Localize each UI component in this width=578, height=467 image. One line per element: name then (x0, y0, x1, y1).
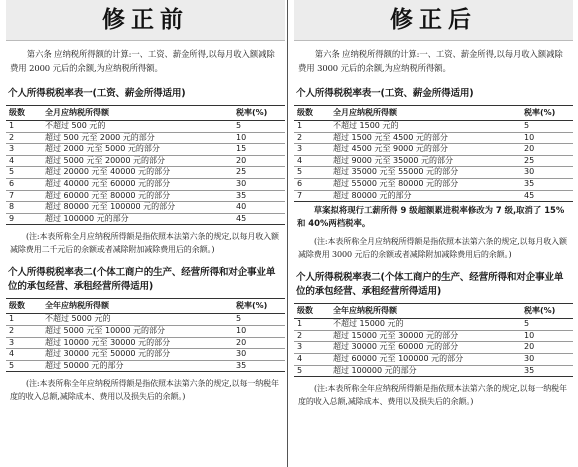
table-row (294, 132, 573, 144)
row-range: 不超过 500 元的 (42, 121, 233, 133)
row-level: 6 (6, 178, 42, 190)
before-table1 (6, 105, 285, 225)
row-range: 超过 9000 元至 35000 元的部分 (330, 155, 521, 167)
row-level: 3 (6, 337, 42, 349)
row-level: 1 (294, 319, 330, 331)
row-range: 超过 2000 元至 5000 元的部分 (42, 144, 233, 156)
row-rate: 40 (233, 202, 285, 214)
row-level: 3 (6, 144, 42, 156)
header-level: 级数 (6, 299, 42, 314)
table-row (6, 167, 285, 179)
header-income: 全月应纳税所得额 (42, 106, 233, 121)
header-income: 全年应纳税所得额 (330, 304, 521, 319)
after-table2-title: 个人所得税税率表二(个体工商户的生产、经营所得和对企事业单位的承包经营、承租经营所得适用) (296, 272, 564, 298)
row-rate: 20 (233, 155, 285, 167)
table-row (294, 167, 573, 179)
table-row (6, 178, 285, 190)
row-level: 7 (294, 190, 330, 202)
row-range: 超过 80000 元的部分 (330, 190, 521, 202)
after-table1-title: 个人所得税税率表一(工资、薪金所得适用) (296, 88, 474, 99)
table-row (6, 190, 285, 202)
before-table2 (6, 298, 285, 372)
table-row (294, 365, 573, 377)
row-range: 不超过 5000 元的 (42, 314, 233, 326)
table-row (294, 353, 573, 365)
row-rate: 30 (521, 167, 573, 179)
after-column (294, 0, 573, 467)
before-table1-title: 个人所得税税率表一(工资、薪金所得适用) (8, 88, 186, 99)
row-range: 超过 10000 元至 30000 元的部分 (42, 337, 233, 349)
table-header-row (6, 106, 285, 121)
row-level: 6 (294, 178, 330, 190)
row-range: 超过 5000 元至 10000 元的部分 (42, 325, 233, 337)
row-range: 超过 1500 元至 4500 元的部分 (330, 132, 521, 144)
row-rate: 5 (233, 314, 285, 326)
table-header-row (294, 106, 573, 121)
table-row (294, 155, 573, 167)
table-row (294, 190, 573, 202)
before-table2-title: 个人所得税税率表二(个体工商户的生产、经营所得和对企事业单位的承包经营、承租经营所得适用) (8, 267, 276, 293)
row-level: 9 (6, 213, 42, 225)
row-rate: 35 (521, 365, 573, 377)
before-title: 修正前 (6, 0, 285, 41)
row-rate: 15 (233, 144, 285, 156)
header-income: 全年应纳税所得额 (42, 299, 233, 314)
row-range: 超过 40000 元至 60000 元的部分 (42, 178, 233, 190)
row-range: 超过 50000 元的部分 (42, 360, 233, 372)
table-row (6, 155, 285, 167)
row-level: 4 (6, 155, 42, 167)
after-table1-remark: 草案拟将现行工薪所得 9 级超额累进税率修改为 7 级,取消了 15%和 40%两档税率。 (297, 205, 565, 229)
before-table1-note: (注:本表所称全月应纳税所得额是指依照本法第六条的规定,以每月收入额减除费用二千元后的余额或者减除附加减除费用后的余额。) (10, 232, 279, 255)
column-divider (287, 0, 288, 467)
row-level: 7 (6, 190, 42, 202)
row-range: 超过 20000 元至 40000 元的部分 (42, 167, 233, 179)
row-rate: 25 (521, 155, 573, 167)
table-row (6, 132, 285, 144)
table-row (6, 360, 285, 372)
row-rate: 30 (521, 353, 573, 365)
table-row (294, 144, 573, 156)
row-range: 不超过 15000 元的 (330, 319, 521, 331)
before-column (6, 0, 285, 467)
row-rate: 35 (521, 178, 573, 190)
row-rate: 45 (233, 213, 285, 225)
table-row (6, 202, 285, 214)
after-title: 修正后 (294, 0, 573, 41)
after-clause: 第六条 应纳税所得额的计算:一、工资、薪金所得,以每月收入额减除费用 3000 元后的余额,为应纳税所得额。 (298, 49, 563, 73)
row-level: 1 (294, 121, 330, 133)
row-range: 超过 30000 元至 50000 元的部分 (42, 349, 233, 361)
row-rate: 45 (521, 190, 573, 202)
table-row (294, 342, 573, 354)
row-level: 4 (6, 349, 42, 361)
row-level: 5 (6, 167, 42, 179)
row-range: 不超过 1500 元的 (330, 121, 521, 133)
before-clause: 第六条 应纳税所得额的计算:一、工资、薪金所得,以每月收入额减除费用 2000 元后的余额,为应纳税所得额。 (10, 49, 275, 73)
table-row (6, 325, 285, 337)
row-rate: 35 (233, 360, 285, 372)
row-level: 5 (294, 167, 330, 179)
header-income: 全月应纳税所得额 (330, 106, 521, 121)
row-rate: 30 (233, 349, 285, 361)
row-level: 5 (294, 365, 330, 377)
row-level: 2 (6, 325, 42, 337)
row-range: 超过 4500 元至 9000 元的部分 (330, 144, 521, 156)
row-range: 超过 80000 元至 100000 元的部分 (42, 202, 233, 214)
row-level: 2 (6, 132, 42, 144)
header-rate: 税率(%) (233, 106, 285, 121)
row-rate: 5 (521, 121, 573, 133)
row-rate: 10 (521, 330, 573, 342)
table-header-row (6, 299, 285, 314)
row-range: 超过 60000 元至 100000 元的部分 (330, 353, 521, 365)
row-range: 超过 15000 元至 30000 元的部分 (330, 330, 521, 342)
row-range: 超过 60000 元至 80000 元的部分 (42, 190, 233, 202)
row-level: 2 (294, 132, 330, 144)
row-level: 1 (6, 121, 42, 133)
row-level: 4 (294, 155, 330, 167)
row-rate: 10 (521, 132, 573, 144)
header-level: 级数 (294, 106, 330, 121)
row-rate: 20 (521, 342, 573, 354)
after-table1 (294, 105, 573, 202)
before-table2-note: (注:本表所称全年应纳税所得额是指依照本法第六条的规定,以每一纳税年度的收入总额,减除成本、费用以及损失后的余额。) (10, 379, 279, 402)
after-table2-note: (注:本表所称全年应纳税所得额是指依照本法第六条的规定,以每一纳税年度的收入总额,减除成本、费用以及损失后的余额。) (298, 384, 567, 407)
row-range: 超过 100000 元的部分 (42, 213, 233, 225)
row-level: 3 (294, 144, 330, 156)
table-row (6, 144, 285, 156)
row-level: 5 (6, 360, 42, 372)
row-rate: 30 (233, 178, 285, 190)
table-row (6, 314, 285, 326)
table-row (294, 319, 573, 331)
row-level: 2 (294, 330, 330, 342)
header-rate: 税率(%) (233, 299, 285, 314)
table-header-row (294, 304, 573, 319)
row-level: 8 (6, 202, 42, 214)
row-rate: 5 (521, 319, 573, 331)
row-rate: 35 (233, 190, 285, 202)
row-rate: 20 (521, 144, 573, 156)
table-row (6, 121, 285, 133)
table-row (6, 349, 285, 361)
row-range: 超过 5000 元至 20000 元的部分 (42, 155, 233, 167)
table-row (294, 121, 573, 133)
header-level: 级数 (6, 106, 42, 121)
row-rate: 10 (233, 132, 285, 144)
header-level: 级数 (294, 304, 330, 319)
after-table2 (294, 303, 573, 377)
row-level: 4 (294, 353, 330, 365)
row-range: 超过 30000 元至 60000 元的部分 (330, 342, 521, 354)
row-rate: 20 (233, 337, 285, 349)
table-row (294, 178, 573, 190)
row-range: 超过 35000 元至 55000 元的部分 (330, 167, 521, 179)
row-rate: 25 (233, 167, 285, 179)
row-level: 1 (6, 314, 42, 326)
row-range: 超过 500 元至 2000 元的部分 (42, 132, 233, 144)
row-range: 超过 100000 元的部分 (330, 365, 521, 377)
table-row (6, 213, 285, 225)
row-rate: 5 (233, 121, 285, 133)
row-level: 3 (294, 342, 330, 354)
table-row (294, 330, 573, 342)
row-rate: 10 (233, 325, 285, 337)
table-row (6, 337, 285, 349)
header-rate: 税率(%) (521, 106, 573, 121)
header-rate: 税率(%) (521, 304, 573, 319)
after-table1-note: (注:本表所称全月应纳税所得额是指依照本法第六条的规定,以每月收入额减除费用 3000 元后的余额或者减除附加减除费用后的余额。) (298, 237, 567, 260)
row-range: 超过 55000 元至 80000 元的部分 (330, 178, 521, 190)
